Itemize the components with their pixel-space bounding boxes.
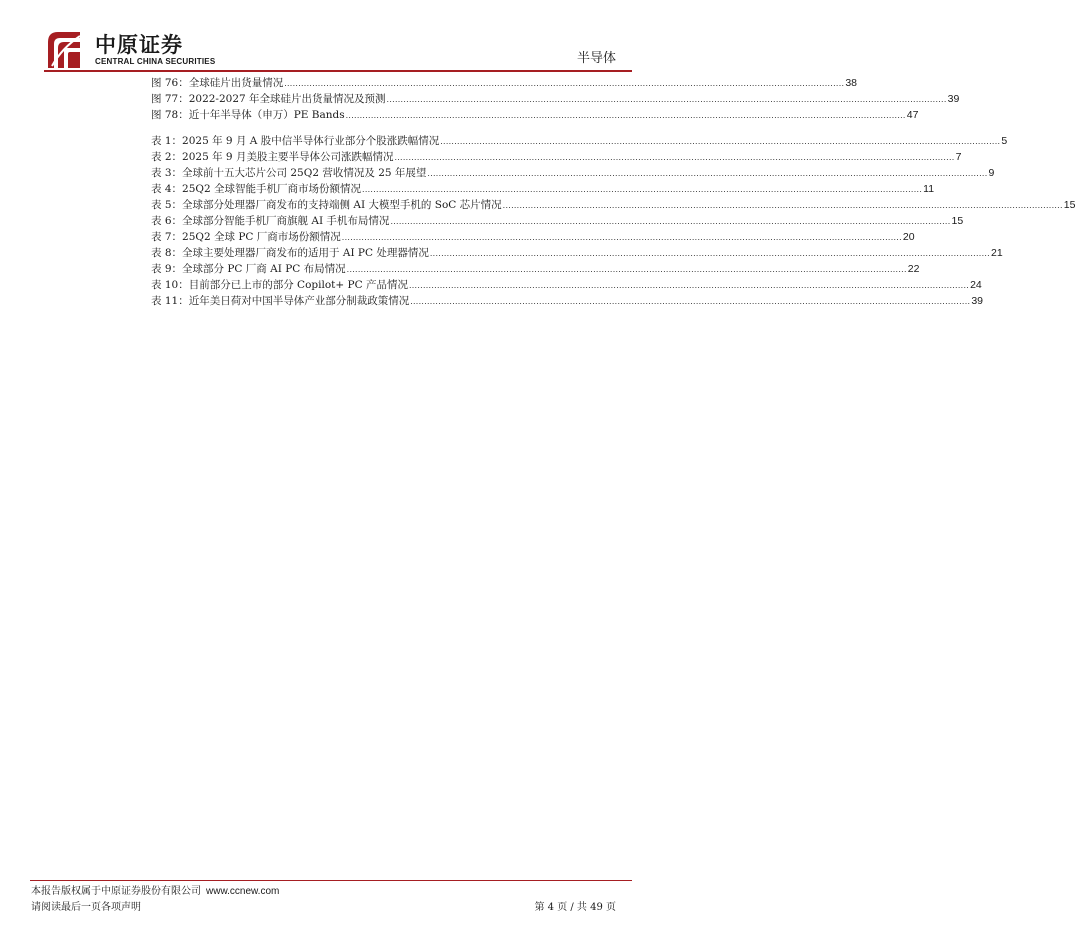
toc-entry-label: 图 77： [151, 93, 189, 105]
toc-entry-page: 5 [1001, 135, 1008, 147]
toc-entry-table[interactable] [151, 277, 982, 293]
leader-dots: ........................................................................................................................................................................................................ [440, 136, 1001, 146]
toc-entry-table[interactable] [151, 181, 935, 197]
toc-entry-page: 38 [845, 77, 857, 89]
toc-entry-figure[interactable] [151, 107, 919, 123]
toc-entry-label: 表 6： [151, 215, 183, 227]
toc-entry-title: 全球部分处理器厂商发布的支持端侧 AI 大模型手机的 SoC 芯片情况 [182, 199, 502, 211]
toc-entry-table[interactable] [151, 149, 962, 165]
toc-entry-page: 24 [970, 279, 982, 291]
toc-entry-label: 表 5： [151, 199, 183, 211]
section-label: 半导体 [576, 51, 616, 66]
toc-entry-page: 20 [902, 231, 915, 243]
toc-entry-label: 表 9： [151, 263, 183, 275]
toc-entry-label: 表 11： [151, 295, 189, 307]
toc-entry-label: 表 1： [151, 135, 183, 147]
toc-entry-table[interactable] [151, 229, 915, 245]
toc-entry-title: 近十年半导体（申万）PE Bands [188, 109, 345, 121]
toc-entry-label: 图 76： [151, 77, 189, 89]
leader-dots: ........................................................................................................................................................................................................ [410, 296, 971, 306]
leader-dots: ........................................................................................................................................................................................................ [341, 232, 902, 242]
toc-entry-label: 表 2： [151, 151, 183, 163]
leader-dots: ........................................................................................................................................................................................................ [427, 168, 988, 178]
toc-entry-table[interactable] [151, 245, 1003, 261]
toc-entry-table[interactable] [151, 213, 964, 229]
page-header [0, 0, 662, 80]
toc-entry-label: 表 8： [151, 247, 183, 259]
toc-entry-label: 表 3： [151, 167, 183, 179]
toc-entry-title: 全球部分 PC 厂商 AI PC 布局情况 [182, 263, 346, 275]
toc-entry-title: 全球硅片出货量情况 [188, 77, 284, 89]
leader-dots: ........................................................................................................................................................................................................ [284, 78, 845, 88]
toc-entry-table[interactable] [151, 165, 995, 181]
toc-entry-figure[interactable] [151, 91, 960, 107]
footer-page-number: 第 4 页 / 共 49 页 [534, 902, 616, 913]
footer-website-link[interactable]: www.ccnew.com [206, 886, 280, 897]
toc-entry-title: 全球前十五大芯片公司 25Q2 营收情况及 25 年展望 [182, 167, 427, 179]
toc-entry-table[interactable] [151, 133, 1008, 149]
leader-dots: ........................................................................................................................................................................................................ [408, 280, 970, 290]
figure-index [151, 75, 960, 123]
leader-dots: ........................................................................................................................................................................................................ [390, 216, 951, 226]
page-footer-left [31, 884, 279, 916]
toc-entry-title: 目前部分已上市的部分 Copilot+ PC 产品情况 [188, 279, 408, 291]
brand-name-en: CENTRAL CHINA SECURITIES [95, 57, 216, 66]
toc-entry-page: 47 [906, 109, 919, 121]
leader-dots: ........................................................................................................................................................................................................ [362, 184, 923, 194]
toc-entry-page: 9 [988, 167, 995, 179]
toc-entry-title: 2025 年 9 月 A 股中信半导体行业部分个股涨跌幅情况 [182, 135, 440, 147]
footer-copyright-line [31, 884, 279, 900]
toc-entry-label: 表 4： [151, 183, 183, 195]
toc-entry-page: 22 [907, 263, 920, 275]
toc-entry-title: 全球主要处理器厂商发布的适用于 AI PC 处理器情况 [182, 247, 429, 259]
toc-entry-table[interactable] [151, 261, 920, 277]
toc-entry-label: 图 78： [151, 109, 189, 121]
footer-disclaimer: 请阅读最后一页各项声明 [31, 902, 141, 913]
leader-dots: ........................................................................................................................................................................................................ [386, 94, 947, 104]
toc-entry-table[interactable] [151, 197, 1075, 213]
footer-copyright: 本报告版权属于中原证券股份有限公司 [31, 886, 201, 897]
toc-entry-page: 7 [955, 151, 962, 163]
toc-entry-page: 15 [1063, 199, 1075, 211]
leader-dots: ........................................................................................................................................................................................................ [502, 200, 1063, 210]
toc-entry-table[interactable] [151, 293, 983, 309]
toc-entry-label: 表 7： [151, 231, 183, 243]
toc-entry-page: 21 [990, 247, 1003, 259]
header-divider [44, 70, 632, 72]
toc-entry-figure[interactable] [151, 75, 857, 91]
toc-entry-title: 全球部分智能手机厂商旗舰 AI 手机布局情况 [182, 215, 390, 227]
toc-entry-label: 表 10： [151, 279, 189, 291]
toc-entry-title: 2025 年 9 月美股主要半导体公司涨跌幅情况 [182, 151, 394, 163]
central-china-securities-logo-icon [44, 28, 84, 70]
toc-entry-title: 近年美日荷对中国半导体产业部分制裁政策情况 [188, 295, 410, 307]
leader-dots: ........................................................................................................................................................................................................ [429, 248, 990, 258]
toc-entry-page: 11 [923, 183, 935, 195]
leader-dots: ........................................................................................................................................................................................................ [394, 152, 955, 162]
footer-divider [30, 880, 632, 881]
toc-entry-page: 39 [947, 93, 960, 105]
toc-entry-title: 2022-2027 年全球硅片出货量情况及预测 [188, 93, 386, 105]
leader-dots: ........................................................................................................................................................................................................ [345, 110, 906, 120]
toc-entry-title: 25Q2 全球智能手机厂商市场份额情况 [182, 183, 362, 195]
toc-entry-page: 15 [951, 215, 964, 227]
leader-dots: ........................................................................................................................................................................................................ [346, 264, 907, 274]
brand-name-cn: 中原证券 [95, 33, 183, 57]
toc-entry-title: 25Q2 全球 PC 厂商市场份额情况 [182, 231, 341, 243]
toc-entry-page: 39 [971, 295, 983, 307]
table-index [151, 133, 1075, 309]
